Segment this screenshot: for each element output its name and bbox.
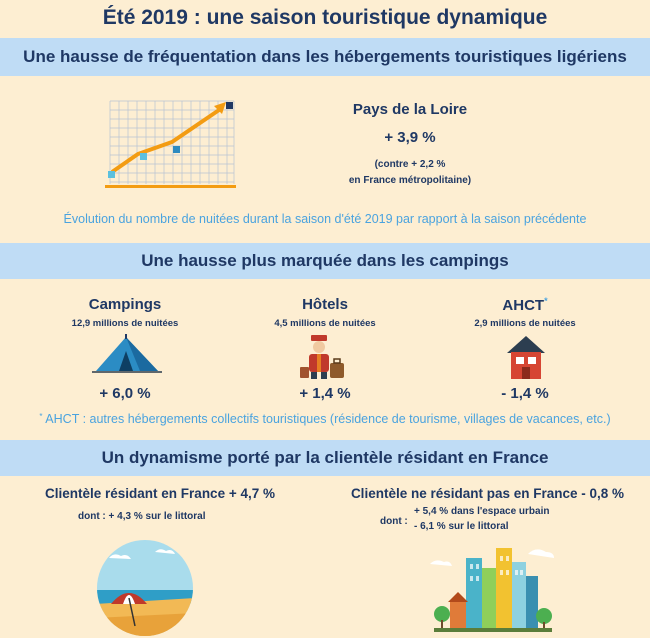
comparison-line1: (contre + 2,2 % <box>374 159 446 170</box>
nonresident-detail1: + 5,4 % dans l'espace urbain <box>414 506 550 517</box>
campings-label: Campings <box>88 296 162 313</box>
growth-chart-icon <box>100 96 240 192</box>
nonresident-detail2: - 6,1 % sur le littoral <box>414 521 509 532</box>
campings-value: + 6,0 % <box>99 385 151 402</box>
ahct-asterisk: * <box>544 296 548 306</box>
resident-detail: dont : + 4,3 % sur le littoral <box>78 511 206 522</box>
tent-icon <box>92 333 162 378</box>
hotels-value: + 1,4 % <box>299 385 351 402</box>
section3-heading: Un dynamisme porté par la clientèle résidant en France <box>0 440 650 476</box>
bellhop-icon <box>300 333 350 381</box>
hotels-label: Hôtels <box>302 296 348 313</box>
region-label: Pays de la Loire <box>352 101 468 118</box>
comparison-line2: en France métropolitaine) <box>348 175 472 186</box>
ahct-heading <box>445 296 605 314</box>
page-title: Été 2019 : une saison touristique dynamique <box>102 6 548 29</box>
section1-heading: Une hausse de fréquentation dans les hébergements touristiques ligériens <box>0 38 650 76</box>
resident-title: Clientèle résidant en France + 4,7 % <box>45 486 275 501</box>
nonresident-title: Clientèle ne résidant pas en France - 0,8 % <box>350 486 625 501</box>
section2-heading: Une hausse plus marquée dans les campings <box>0 243 650 279</box>
footnote-asterisk: * <box>39 412 43 421</box>
hotels-sub: 4,5 millions de nuitées <box>274 318 376 329</box>
ahct-footnote <box>0 412 650 426</box>
region-value: + 3,9 % <box>384 129 436 146</box>
campings-sub: 12,9 millions de nuitées <box>71 318 179 329</box>
house-icon <box>505 333 547 381</box>
ahct-value: - 1,4 % <box>501 385 549 402</box>
city-icon <box>428 540 558 638</box>
nonresident-dont: dont : <box>380 516 408 527</box>
section1-caption: Évolution du nombre de nuitées durant la saison d'été 2019 par rapport à la saison précédente <box>63 212 587 226</box>
beach-icon <box>95 538 195 638</box>
ahct-sub: 2,9 millions de nuitées <box>474 318 576 329</box>
ahct-label: AHCT <box>502 297 545 314</box>
footnote-text: AHCT : autres hébergements collectifs touristiques (résidence de tourisme, villages de vacances, etc.) <box>45 412 611 426</box>
